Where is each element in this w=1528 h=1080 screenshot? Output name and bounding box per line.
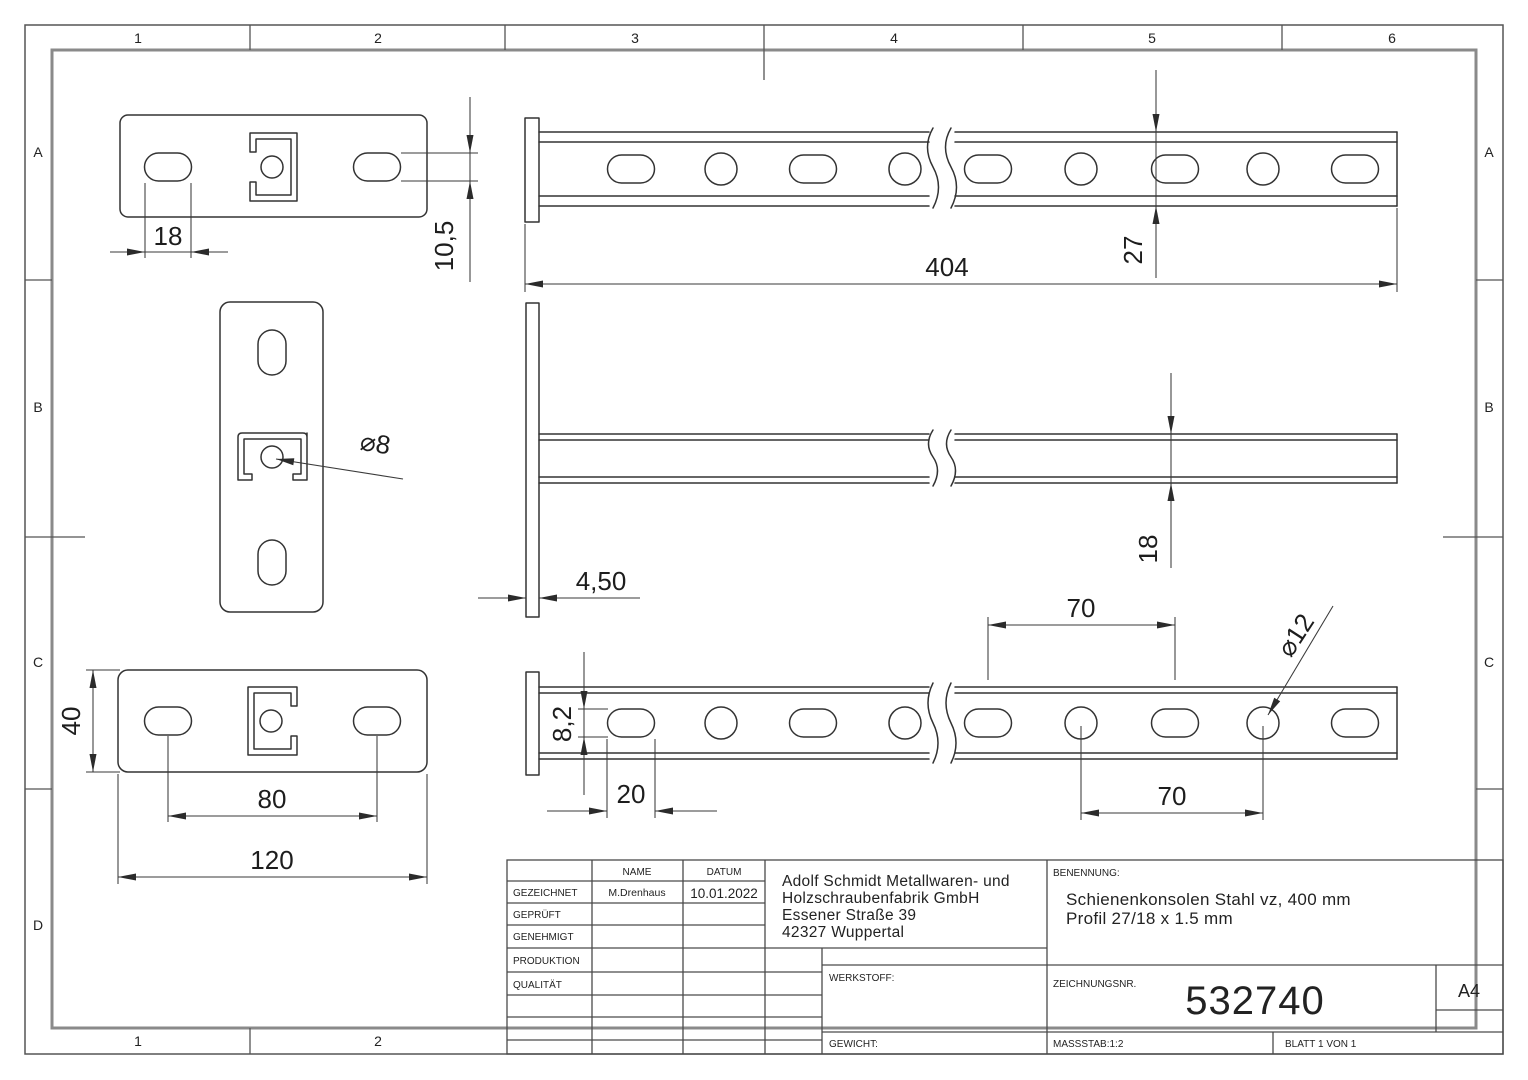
center-hole [260,710,282,732]
gewicht-label: GEWICHT: [829,1039,878,1050]
break-line [929,430,938,486]
c-profile-section [248,687,297,755]
part-title-line1: Schienenkonsolen Stahl vz, 400 mm [1066,890,1351,909]
view-plate-bottom [56,670,427,884]
drawn-by-name: M.Drenhaus [608,887,666,899]
dim-text: 70 [1066,593,1096,623]
slot-hole [354,707,401,735]
grid-col-label: 1 [134,30,142,46]
slot-hole [354,153,401,181]
dim-rail-hole-pitch [1081,726,1263,820]
round-hole [705,153,737,185]
slot-hole [790,155,837,183]
c-profile-section [238,433,307,480]
company-name-line1: Adolf Schmidt Metallwaren- und [782,873,1010,890]
dim-plate-height [56,670,120,772]
grid-col-label: 5 [1148,30,1156,46]
grid-col-label: 6 [1388,30,1396,46]
dim-plate-slot-width [401,97,478,282]
dim-text: ⌀8 [358,425,393,461]
dim-rail-slot-length [547,739,717,818]
round-hole [705,707,737,739]
part-title-line2: Profil 27/18 x 1.5 mm [1066,909,1233,928]
company-city: 42327 Wuppertal [782,924,905,941]
view-plate-front [220,302,403,612]
grid-row-label: C [1483,654,1495,670]
slot-hole [258,540,286,585]
dim-text: 120 [250,845,294,875]
grid-col-label: 4 [890,30,898,46]
dim-text: 40 [56,706,86,736]
row-label: GEPRÜFT [513,910,561,921]
grid-row-label: A [1484,144,1494,160]
dim-text: 70 [1157,781,1187,811]
dim-rail-width [1118,70,1160,278]
slot-hole [1332,709,1379,737]
grid-row-label: C [32,654,44,670]
view-rail-top [525,70,1397,292]
dim-text: ⌀12 [1270,608,1321,662]
werkstoff-label: WERKSTOFF: [829,973,895,984]
title-block [507,860,1503,1054]
break-line [928,683,938,763]
col-header-datum: DATUM [706,867,742,878]
plate-side [526,303,539,617]
slot-hole [1152,155,1199,183]
slot-hole [608,709,655,737]
slot-hole [258,330,286,375]
slot-hole [1332,155,1379,183]
grid-row-label: A [33,144,43,160]
dim-rail-slot-width [547,652,608,795]
zeichnungsnr-label: ZEICHNUNGSNR. [1053,979,1137,990]
dim-text: 27 [1118,235,1148,265]
dim-rail-slot-pitch [988,593,1175,680]
dim-text: 80 [257,784,287,814]
col-header-name: NAME [622,867,652,878]
drawing-number: 532740 [1185,979,1325,1023]
dim-plate-slot-length [110,183,228,258]
round-hole [889,153,921,185]
grid-col-label: 2 [374,30,382,46]
end-plate-edge [525,118,539,222]
dim-rail-height [1133,373,1175,568]
end-plate-edge [526,672,539,775]
view-plate-top [110,97,478,282]
dim-text: 8,2 [547,705,577,743]
company-name-line2: Holzschraubenfabrik GmbH [782,890,980,907]
grid-row-label: B [1484,399,1494,415]
slot-hole [790,709,837,737]
slot-hole [965,709,1012,737]
round-hole [1247,153,1279,185]
plate-outline [118,670,427,772]
dim-text: 10,5 [429,220,459,272]
dim-rail-hole-dia [1268,606,1333,715]
grid-col-label: 3 [631,30,639,46]
center-hole [261,156,283,178]
dim-text: 18 [153,221,183,251]
dim-rail-length [525,208,1397,292]
dim-plate-thickness [478,566,640,602]
row-label: GENEHMIGT [513,932,574,943]
grid-row-label: B [33,399,43,415]
company-street: Essener Straße 39 [782,907,917,924]
break-line [947,430,956,486]
row-label: QUALITÄT [513,980,562,991]
benennung-label: BENENNUNG: [1053,868,1120,879]
dim-text: 4,50 [575,566,627,596]
center-hole [261,446,283,468]
rail-body [539,132,1397,206]
view-rail-bottom [526,593,1397,820]
paper-format: A4 [1457,981,1481,1001]
round-hole [889,707,921,739]
row-label: PRODUKTION [513,956,580,967]
slot-hole [145,707,192,735]
slot-hole [1152,709,1199,737]
dim-text: 404 [925,252,969,282]
dim-text: 20 [616,779,646,809]
slot-hole [145,153,192,181]
sheet-label: BLATT 1 VON 1 [1285,1039,1357,1050]
grid-row-label: D [32,917,44,933]
slot-hole [965,155,1012,183]
rail-side [539,434,1397,483]
c-profile-section [250,133,297,201]
rail-body [539,687,1397,759]
break-line [946,683,956,763]
scale-label: MASSSTAB:1:2 [1053,1039,1124,1050]
break-line [946,128,957,208]
dim-text: 18 [1133,534,1163,564]
row-label: GEZEICHNET [513,888,578,899]
grid-col-label: 2 [374,1033,382,1049]
round-hole [1065,153,1097,185]
slot-hole [608,155,655,183]
grid-col-label: 1 [134,1033,142,1049]
drawn-date: 10.01.2022 [690,886,758,901]
view-side [478,303,1397,617]
dim-center-hole-dia [276,426,403,479]
